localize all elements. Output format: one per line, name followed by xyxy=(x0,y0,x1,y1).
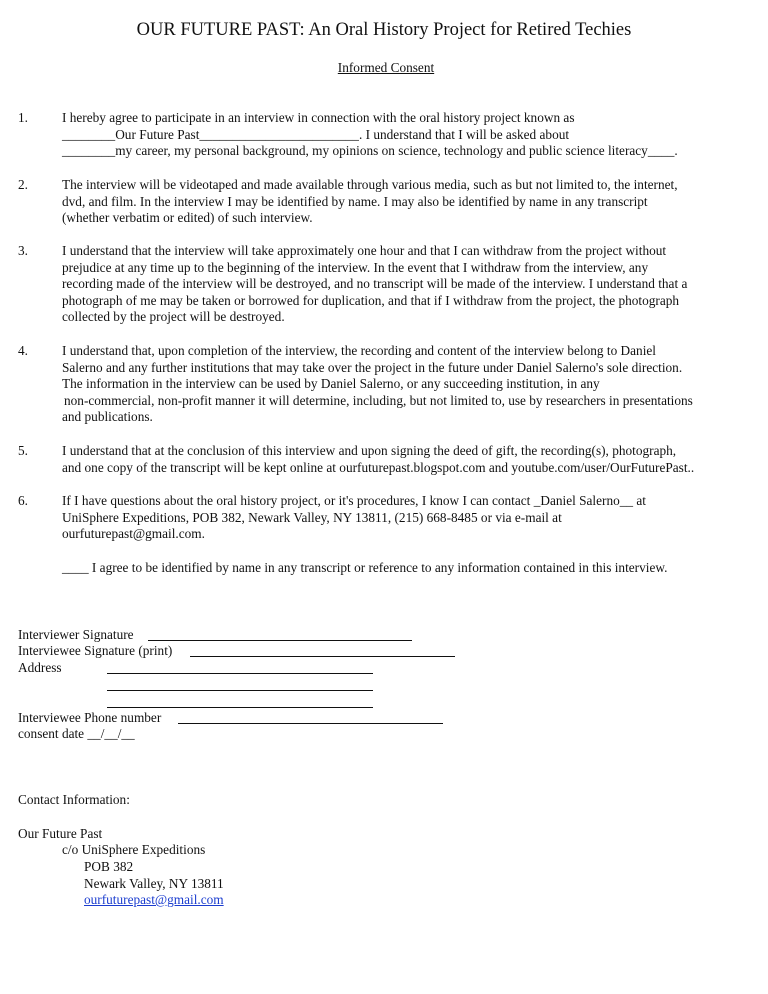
interviewee-signature-label: Interviewee Signature (print) xyxy=(18,643,173,658)
contact-pob: POB 382 xyxy=(84,859,134,874)
item-number: 1. xyxy=(18,110,28,125)
item-line: photograph of me may be taken or borrowed for duplication, and that if I withdraw from the project, the photograph xyxy=(62,292,680,308)
item-line: and publications. xyxy=(62,409,153,425)
item-line: I hereby agree to participate in an interview in connection with the oral history project known as xyxy=(62,110,575,125)
item-line: The interview will be videotaped and made available through various media, such as but not limited to, the internet, xyxy=(62,177,678,192)
contact-name: Our Future Past xyxy=(18,826,103,841)
item-number: 2. xyxy=(18,177,28,192)
item-line: ________my career, my personal background, my opinions on science, technology and public science literacy____. xyxy=(62,143,678,159)
item-line: I understand that the interview will take approximately one hour and that I can withdraw from the project without xyxy=(62,243,667,258)
item-text xyxy=(62,443,750,476)
item-line: UniSphere Expeditions, POB 382, Newark Valley, NY 13811, (215) 668-8485 or via e-mail at xyxy=(62,509,562,525)
interviewer-signature-label: Interviewer Signature xyxy=(18,627,134,642)
interviewer-signature-line[interactable] xyxy=(148,640,412,641)
item-line: I understand that, upon completion of the interview, the recording and content of the interview belong to Daniel xyxy=(62,343,656,358)
item-line: ourfuturepast@gmail.com. xyxy=(62,526,205,542)
item-text xyxy=(62,110,750,160)
item-text xyxy=(62,243,750,326)
address-line-2[interactable] xyxy=(107,690,373,691)
item-text xyxy=(62,177,750,227)
item-number: 3. xyxy=(18,243,28,258)
contact-care-of: c/o UniSphere Expeditions xyxy=(62,842,206,857)
item-number: 4. xyxy=(18,343,28,358)
contact-email-link[interactable]: ourfuturepast@gmail.com xyxy=(84,892,224,907)
item-text xyxy=(62,493,750,543)
item-line: ________Our Future Past________________________. I understand that I will be asked about xyxy=(62,126,570,142)
item-line: If I have questions about the oral history project, or it's procedures, I know I can contact _Daniel Salerno__ at xyxy=(62,493,646,508)
document-subtitle: Informed Consent xyxy=(337,60,435,75)
phone-label: Interviewee Phone number xyxy=(18,710,162,725)
address-label: Address xyxy=(18,660,62,675)
address-line-3[interactable] xyxy=(107,707,373,708)
interviewee-signature-line[interactable] xyxy=(190,656,455,657)
item-number: 6. xyxy=(18,493,28,508)
item-line: non-commercial, non-profit manner it will determine, including, but not limited to, use by researchers in presentations xyxy=(64,392,693,408)
contact-city: Newark Valley, NY 13811 xyxy=(84,876,224,891)
item-text xyxy=(62,343,750,426)
item-line: prejudice at any time up to the beginning of the interview. In the event that I withdraw from the interview, any xyxy=(62,259,649,275)
item-line: (whether verbatim or edited) of such interview. xyxy=(62,210,313,226)
consent-date-field[interactable]: consent date __/__/__ xyxy=(18,726,135,741)
item-line: and one copy of the transcript will be kept online at ourfuturepast.blogspot.com and youtube.com/user/OurFuturePast.. xyxy=(62,459,695,475)
agree-to-be-identified[interactable]: ____ I agree to be identified by name in any transcript or reference to any information contained in this interview. xyxy=(62,560,668,575)
contact-heading: Contact Information: xyxy=(18,792,130,807)
item-line: I understand that at the conclusion of this interview and upon signing the deed of gift, the recording(s), photograph, xyxy=(62,443,677,458)
document-title: OUR FUTURE PAST: An Oral History Project for Retired Techies xyxy=(136,20,632,40)
item-line: dvd, and film. In the interview I may be identified by name. I may also be identified by name in any transcript xyxy=(62,193,648,209)
item-number: 5. xyxy=(18,443,28,458)
address-line-1[interactable] xyxy=(107,673,373,674)
phone-line[interactable] xyxy=(178,723,443,724)
item-line: collected by the project will be destroyed. xyxy=(62,309,285,325)
item-line: recording made of the interview will be destroyed, and no transcript will be made of the interview. I understand that a xyxy=(62,276,688,292)
item-line: The information in the interview can be used by Daniel Salerno, or any succeeding institution, in any xyxy=(62,376,600,392)
item-line: Salerno and any further institutions that may take over the project in the future under Daniel Salerno's sole direction. xyxy=(62,359,683,375)
